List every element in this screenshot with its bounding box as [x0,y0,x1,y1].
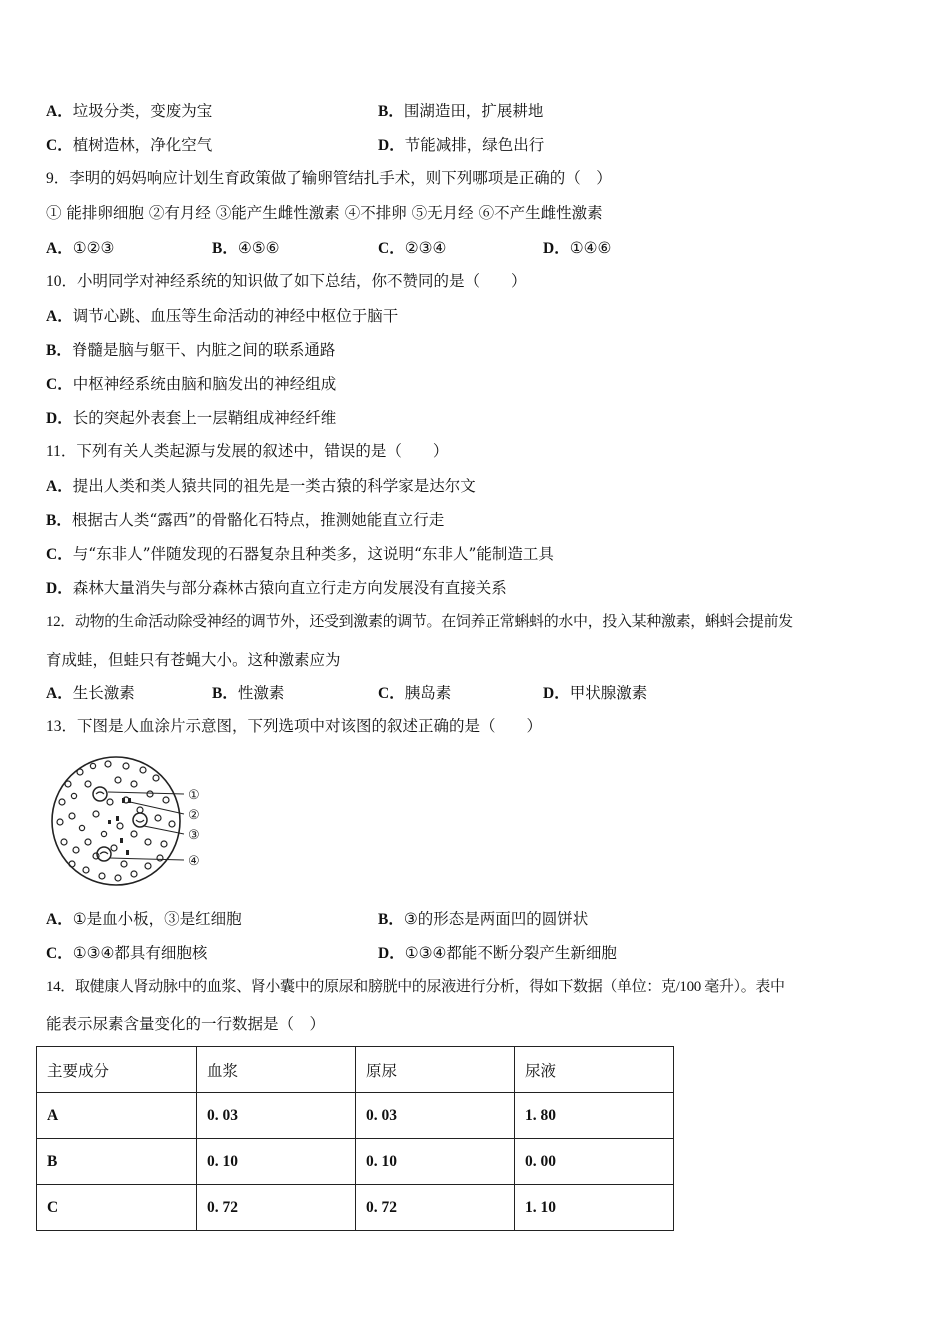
option-text: 森林大量消失与部分森林古猿向直立行走方向发展没有直接关系 [72,579,507,597]
table-cell: 0. 72 [356,1185,515,1231]
figure-label-2: ② [188,808,200,823]
q13-stem: 13．下图是人血涂片示意图，下列选项中对该图的叙述正确的是（ ） [46,718,543,735]
urea-data-table [36,1046,674,1231]
q12-option-a [46,683,135,704]
option-label: A． [46,911,73,928]
q10-option-c [46,374,336,395]
option-text: 脊髓是脑与躯干、内脏之间的联系通路 [71,341,336,359]
option-text: 中枢神经系统由脑和脑发出的神经组成 [72,375,337,393]
option-label: A． [46,478,73,495]
q12-option-b [212,683,284,704]
option-label: B． [212,685,238,702]
option-label: B． [378,103,404,120]
option-label: C． [46,945,73,962]
option-label: D． [378,137,405,154]
q8-option-b [378,101,543,122]
option-text: ①③④都具有细胞核 [72,944,208,962]
option-label: A． [46,240,73,257]
q10-option-d [46,408,336,429]
table-cell: C [37,1185,197,1231]
table-row [37,1185,674,1231]
table-cell: A [37,1093,197,1139]
q11-option-c [46,544,554,565]
table-row [37,1139,674,1185]
option-text: 调节心跳、血压等生命活动的神经中枢位于脑干 [72,307,399,325]
option-label: D． [543,685,570,702]
option-text: 垃圾分类，变废为宝 [72,102,213,120]
table-header-cell: 尿液 [515,1047,674,1093]
option-text: 生长激素 [72,684,135,702]
table-header-cell: 血浆 [197,1047,356,1093]
q9-option-d [543,238,611,259]
option-label: D． [46,580,73,597]
q12-option-c [378,683,451,704]
q8-option-a [46,101,212,122]
option-text: ③的形态是两面凹的圆饼状 [403,910,589,928]
table-header-cell: 主要成分 [37,1047,197,1093]
option-label: B． [212,240,238,257]
q10-option-a [46,306,398,327]
q12-stem-line1: 12．动物的生命活动除受神经的调节外，还受到激素的调节。在饲养正常蝌蚪的水中，投入某种激素，蝌蚪会提前发 [46,614,793,630]
option-label: A． [46,103,73,120]
table-cell: 1. 10 [515,1185,674,1231]
option-label: D． [543,240,570,257]
option-label: A． [46,308,73,325]
table-cell: 1. 80 [515,1093,674,1139]
option-label: B． [46,342,72,359]
option-text: 甲状腺激素 [569,684,648,702]
blood-smear-diagram [48,754,213,889]
q13-option-b [378,909,588,930]
table-cell: 0. 10 [356,1139,515,1185]
option-text: 胰岛素 [404,684,452,702]
table-cell: 0. 10 [197,1139,356,1185]
q9-option-b [212,238,280,259]
option-label: C． [46,137,73,154]
option-text: 根据古人类“露西”的骨骼化石特点，推测她能直立行走 [71,511,445,529]
q8-option-c [46,135,212,156]
q9-option-a [46,238,114,259]
option-text: 节能减排，绿色出行 [404,136,545,154]
figure-label-1: ① [188,788,200,803]
option-text: 提出人类和类人猿共同的祖先是一类古猿的科学家是达尔文 [72,477,476,495]
option-text: ②③④ [404,239,447,257]
option-label: C． [46,376,73,393]
q13-option-d [378,943,617,964]
figure-label-4: ④ [188,854,200,869]
q11-option-b [46,510,444,531]
table-cell: 0. 00 [515,1139,674,1185]
table-header-row [37,1047,674,1093]
q14-stem-line1: 14．取健康人肾动脉中的血浆、肾小囊中的原尿和膀胱中的尿液进行分析，得如下数据（单位：克/100 毫升）。表中 [46,979,785,995]
option-label: D． [46,410,73,427]
q11-option-a [46,476,476,497]
table-header-cell: 原尿 [356,1047,515,1093]
table-cell: 0. 03 [356,1093,515,1139]
q12-stem-line2: 育成蛙，但蛙只有苍蝇大小。这种激素应为 [46,651,341,669]
q10-option-b [46,340,335,361]
option-text: 长的突起外表套上一层鞘组成神经纤维 [72,409,337,427]
option-text: 植树造林，净化空气 [72,136,213,154]
option-label: C． [378,685,405,702]
q9-option-c [378,238,446,259]
option-text: ④⑤⑥ [237,239,280,257]
q12-option-d [543,683,647,704]
figure-label-3: ③ [188,828,200,843]
q14-stem-line2: 能表示尿素含量变化的一行数据是（ ） [46,1015,326,1033]
option-label: B． [46,512,72,529]
option-label: C． [46,546,73,563]
option-label: D． [378,945,405,962]
option-text: ①④⑥ [569,239,612,257]
q9-items: ① 能排卵细胞 ②有月经 ③能产生雌性激素 ④不排卵 ⑤无月经 ⑥不产生雌性激素 [46,204,603,222]
table-cell: B [37,1139,197,1185]
q11-option-d [46,578,507,599]
q13-option-a [46,909,242,930]
q13-option-c [46,943,207,964]
option-text: 性激素 [237,684,285,702]
table-cell: 0. 03 [197,1093,356,1139]
option-text: ①②③ [72,239,115,257]
q11-stem: 11．下列有关人类起源与发展的叙述中，错误的是（ ） [46,443,449,460]
option-label: B． [378,911,404,928]
option-text: ①是血小板，③是红细胞 [72,910,242,928]
option-text: ①③④都能不断分裂产生新细胞 [404,944,617,962]
option-label: C． [378,240,405,257]
option-text: 围湖造田，扩展耕地 [403,102,544,120]
q8-option-d [378,135,544,156]
table-cell: 0. 72 [197,1185,356,1231]
option-label: A． [46,685,73,702]
option-text: 与“东非人”伴随发现的石器复杂且种类多，这说明“东非人”能制造工具 [72,545,554,563]
table-row [37,1093,674,1139]
q9-stem: 9．李明的妈妈响应计划生育政策做了输卵管结扎手术，则下列哪项是正确的（ ） [46,170,612,187]
q10-stem: 10．小明同学对神经系统的知识做了如下总结，你不赞同的是（ ） [46,273,527,290]
